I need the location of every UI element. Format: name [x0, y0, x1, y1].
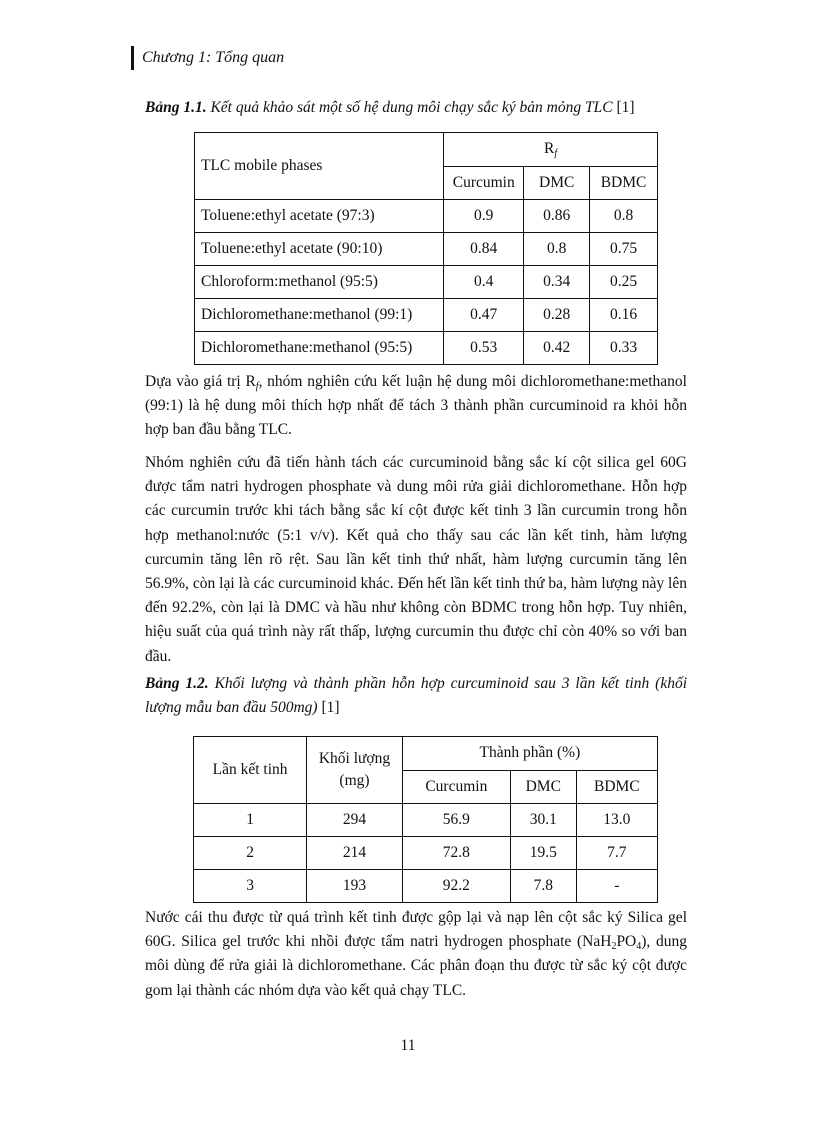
page-number: 11 [400, 1037, 416, 1054]
table2-cell-value: 72.8 [402, 837, 510, 870]
table2-subheader: Curcumin [402, 770, 510, 804]
table1-caption-text: Kết quả khảo sát một số hệ dung môi chạy sắc ký bản mỏng TLC [210, 99, 613, 116]
table1-subheader: DMC [524, 166, 590, 200]
table1-cell-value: 0.8 [590, 200, 658, 233]
table1-cell-phase: Dichloromethane:methanol (99:1) [195, 299, 444, 332]
table1-cell-phase: Chloroform:methanol (95:5) [195, 266, 444, 299]
table-row [195, 332, 658, 365]
table1-cell-phase: Dichloromethane:methanol (95:5) [195, 332, 444, 365]
table2-cell-value: 7.7 [576, 837, 657, 870]
table1-cell-phase: Toluene:ethyl acetate (97:3) [195, 200, 444, 233]
table1-caption-ref: [1] [616, 99, 635, 116]
table-row [195, 266, 658, 299]
table2-cell-value: 56.9 [402, 804, 510, 837]
table1-header-rf: $R_f$ [444, 133, 658, 167]
table-row [194, 870, 658, 903]
table2-header-crystallization: Lần kết tinh [194, 737, 307, 804]
table2-header-row [194, 737, 658, 771]
table2-cell-n: 2 [194, 837, 307, 870]
paragraph-rf-conclusion: Dựa vào giá trị $R_f$, nhóm nghiên cứu kết luận hệ dung môi dichloromethane:methanol (99:1) là hệ dung môi thích hợp nhất để tách 3 thành phần curcuminoid ra khỏi hỗn hợp ban đầu bằng TLC. [145, 373, 687, 439]
table1-subheader: BDMC [590, 166, 658, 200]
table2-cell-mass: 193 [307, 870, 403, 903]
table1-caption [145, 95, 687, 121]
table-row [195, 233, 658, 266]
table2-cell-n: 1 [194, 804, 307, 837]
table-row [194, 837, 658, 870]
table2-cell-mass: 294 [307, 804, 403, 837]
table2-header-composition: Thành phần (%) [402, 737, 657, 771]
table1-header-phases: TLC mobile phases [195, 133, 444, 200]
table2-cell-value: 7.8 [510, 870, 576, 903]
chapter-header [131, 46, 284, 70]
table1-subheader: Curcumin [444, 166, 524, 200]
table2-cell-value: - [576, 870, 657, 903]
table2-caption [145, 672, 687, 720]
table-row [195, 200, 658, 233]
table2-cell-n: 3 [194, 870, 307, 903]
table2-cell-value: 13.0 [576, 804, 657, 837]
table2-cell-value: 92.2 [402, 870, 510, 903]
table2-header-mass: Khối lượng (mg) [307, 737, 403, 804]
table1-cell-value: 0.16 [590, 299, 658, 332]
table1-cell-value: 0.86 [524, 200, 590, 233]
table2-caption-text: Khối lượng và thành phần hỗn hợp curcuminoid sau 3 lần kết tinh (khối lượng mẫu ban đầu 500mg) [145, 675, 688, 716]
table1-cell-value: 0.28 [524, 299, 590, 332]
table1 [194, 132, 658, 365]
table2-cell-value: 30.1 [510, 804, 576, 837]
table1-cell-value: 0.34 [524, 266, 590, 299]
table1-cell-value: 0.33 [590, 332, 658, 365]
table1-caption-label: Bảng 1.1. [145, 99, 207, 116]
table2-caption-label: Bảng 1.2. [145, 675, 209, 692]
table1-cell-value: 0.75 [590, 233, 658, 266]
table1-cell-value: 0.8 [524, 233, 590, 266]
chapter-header-text: Chương 1: Tổng quan [142, 49, 285, 66]
table1-cell-value: 0.25 [590, 266, 658, 299]
table-row [195, 299, 658, 332]
table1-cell-value: 0.53 [444, 332, 524, 365]
table2-caption-ref: [1] [321, 699, 340, 716]
table1-cell-value: 0.9 [444, 200, 524, 233]
table1-cell-phase: Toluene:ethyl acetate (90:10) [195, 233, 444, 266]
paragraph-mother-liquor: Nước cái thu được từ quá trình kết tinh được gộp lại và nạp lên cột sắc ký Silica gel 60G. Silica gel trước khi nhồi được tẩm natri hydrogen phosphate $(NaH_2PO_4)$, dung môi dùng để rửa giải là dichloromethane. Các phân đoạn thu được từ sắc ký cột được gom lại thành các nhóm dựa vào kết quả chạy TLC. [145, 909, 687, 999]
table1-cell-value: 0.47 [444, 299, 524, 332]
table2-cell-value: 19.5 [510, 837, 576, 870]
paragraph-crystallization: Nhóm nghiên cứu đã tiến hành tách các curcuminoid bằng sắc kí cột silica gel 60G được tẩm natri hydrogen phosphate và dung môi rửa giải dichloromethane. Hỗn hợp các curcumin trước khi tách bằng sắc kí cột được kết tinh 3 lần curcumin trong hỗn hợp methanol:nước (5:1 v/v). Kết quả cho thấy sau các lần kết tinh, hàm lượng curcumin tăng lên rõ rệt. Sau lần kết tinh thứ nhất, hàm lượng curcumin tăng lên 56.9%, còn lại là các curcuminoid khác. Đến hết lần kết tinh thứ ba, hàm lượng này lên đến 92.2%, còn lại là DMC và hầu như không còn BDMC trong hỗn hợp. Tuy nhiên, hiệu suất của quá trình này rất thấp, lượng curcumin thu được chỉ còn 40% so với ban đầu. [145, 454, 687, 665]
table1-header-row [195, 133, 658, 167]
table2-subheader: BDMC [576, 770, 657, 804]
table2 [193, 736, 658, 903]
table1-cell-value: 0.42 [524, 332, 590, 365]
table1-cell-value: 0.4 [444, 266, 524, 299]
table2-cell-mass: 214 [307, 837, 403, 870]
table1-cell-value: 0.84 [444, 233, 524, 266]
table-row [194, 804, 658, 837]
table2-subheader: DMC [510, 770, 576, 804]
